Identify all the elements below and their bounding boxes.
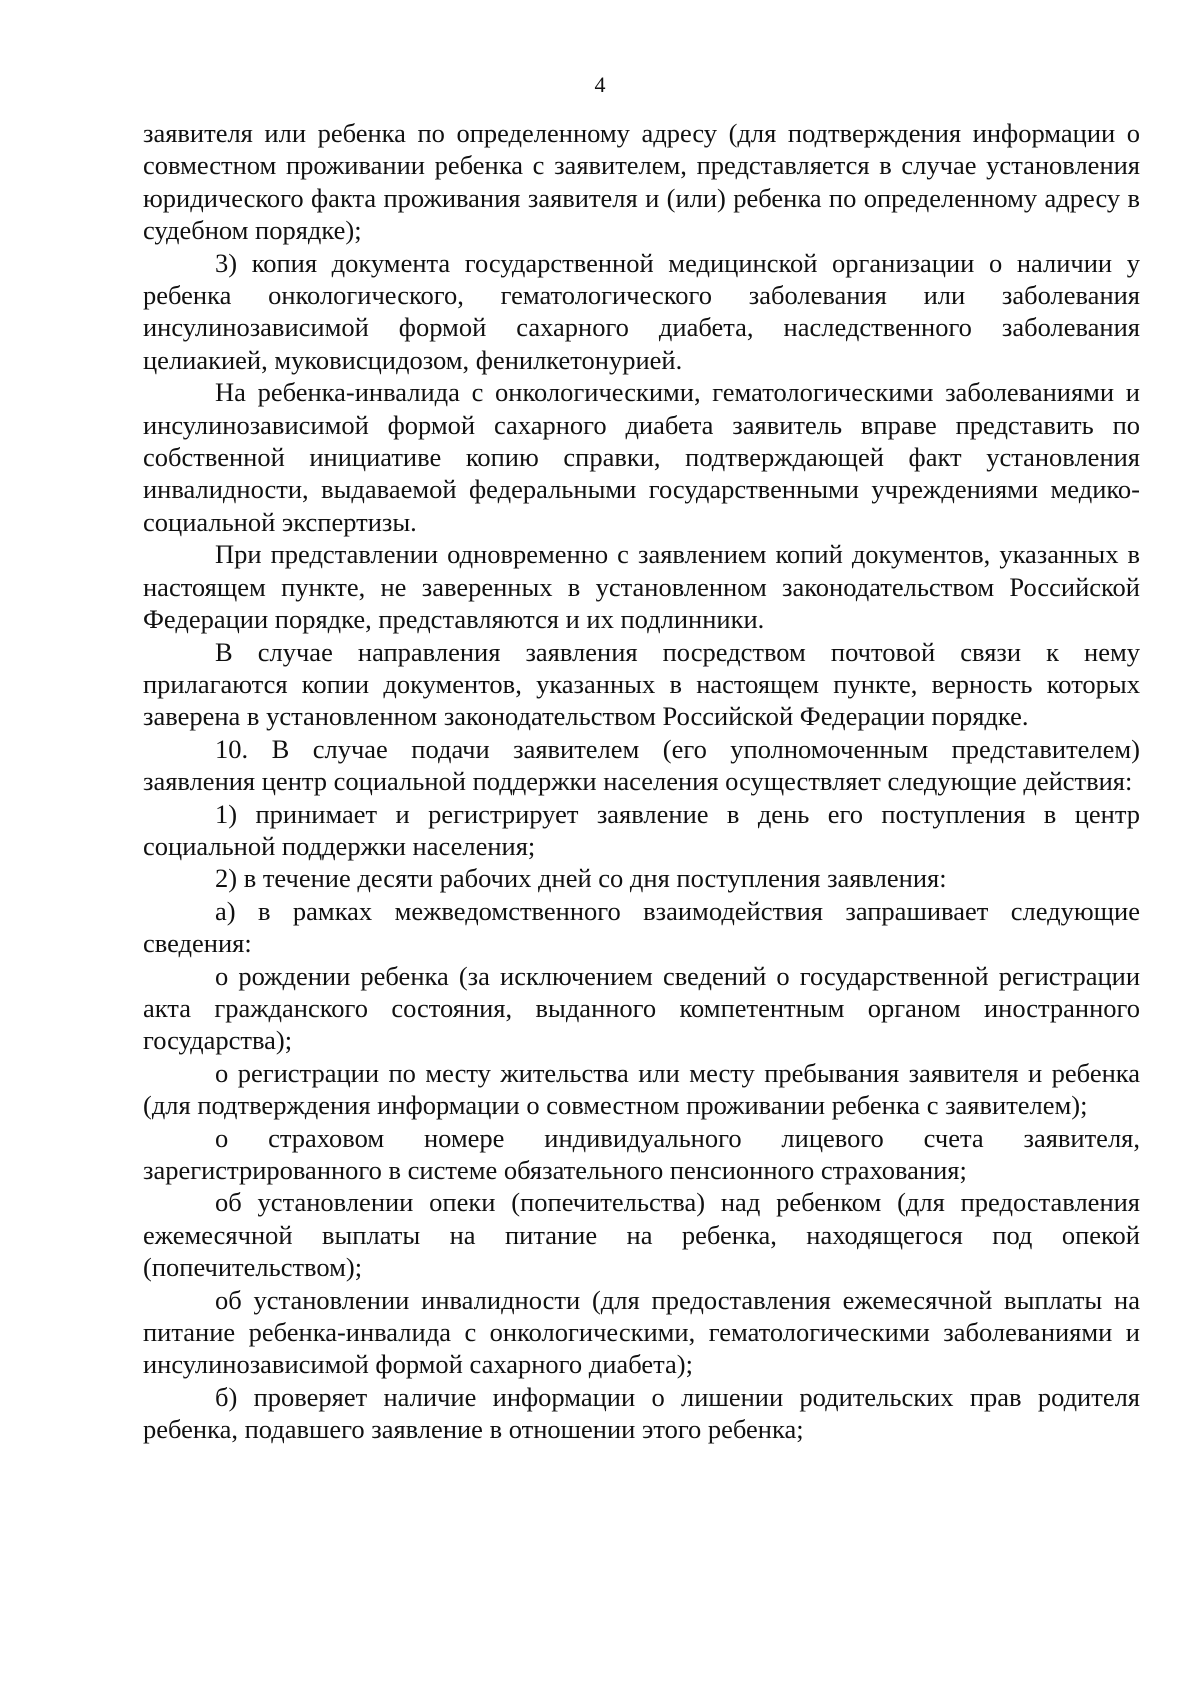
paragraph-disability-status: об установлении инвалидности (для предоставления ежемесячной выплаты на питание ребенка-инвалида с онкологическими, гематологическими заболеваниями и инсулинозависимой формой сахарного диабета); <box>143 1284 1140 1380</box>
document-body <box>143 117 1140 1446</box>
paragraph-originals-required: При представлении одновременно с заявлением копий документов, указанных в настоящем пункте, не заверенных в установленном законодательством Российской Федерации порядке, представляются и их подлинники. <box>143 539 1140 635</box>
paragraph-section-10: 10. В случае подачи заявителем (его уполномоченным представителем) заявления центр социальной поддержки населения осуществляет следующие действия: <box>143 733 1140 797</box>
paragraph-item-3-medical-document: 3) копия документа государственной медицинской организации о наличии у ребенка онкологического, гематологического заболевания или заболевания инсулинозависимой формой сахарного диабета, наследственного заболевания целиакией, муковисцидозом, фенилкетонурией. <box>143 247 1140 375</box>
paragraph-subitem-a-request: а) в рамках межведомственного взаимодействия запрашивает следующие сведения: <box>143 895 1140 959</box>
paragraph-item-1-registration: 1) принимает и регистрирует заявление в день его поступления в центр социальной поддержки населения; <box>143 798 1140 861</box>
paragraph-residence-info: о регистрации по месту жительства или месту пребывания заявителя и ребенка (для подтверждения информации о совместном проживании ребенка с заявителем); <box>143 1057 1140 1121</box>
paragraph-postal-submission: В случае направления заявления посредством почтовой связи к нему прилагаются копии документов, указанных в настоящем пункте, верность которых заверена в установленном законодательством Российской Федерации порядке. <box>143 636 1140 732</box>
paragraph-item-2-ten-days: 2) в течение десяти рабочих дней со дня поступления заявления: <box>215 863 947 894</box>
paragraph-disability-certificate: На ребенка-инвалида с онкологическими, гематологическими заболеваниями и инсулинозависимой формой сахарного диабета заявитель вправе представить по собственной инициативе копию справки, подтверждающей факт установления инвалидности, выдаваемой федеральными государственными учреждениями медико-социальной экспертизы. <box>143 377 1140 537</box>
paragraph-birth-info: о рождении ребенка (за исключением сведений о государственной регистрации акта гражданского состояния, выданного компетентным органом иностранного государства); <box>143 960 1140 1056</box>
paragraph-continuation-address: заявителя или ребенка по определенному адресу (для подтверждения информации о совместном проживании ребенка с заявителем, представляется в случае установления юридического факта проживания заявителя и (или) ребенка по определенному адресу в судебном порядке); <box>143 118 1140 246</box>
paragraph-insurance-number: о страховом номере индивидуального лицевого счета заявителя, зарегистрированного в системе обязательного пенсионного страхования; <box>143 1122 1140 1185</box>
paragraph-subitem-b-parental-rights: б) проверяет наличие информации о лишении родительских прав родителя ребенка, подавшего заявление в отношении этого ребенка; <box>143 1381 1140 1445</box>
paragraph-guardianship: об установлении опеки (попечительства) над ребенком (для предоставления ежемесячной выплаты на питание на ребенка, находящегося под опекой (попечительством); <box>143 1187 1140 1283</box>
page-number: 4 <box>594 72 606 97</box>
